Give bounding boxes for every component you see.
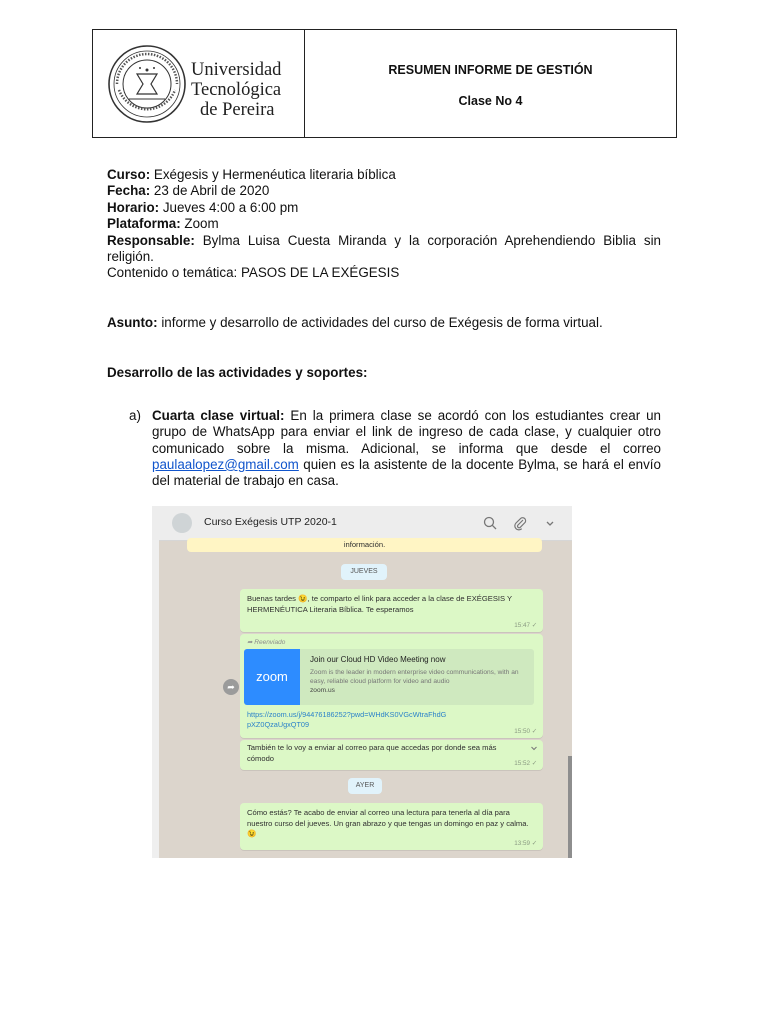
message-bubble-4	[240, 803, 543, 850]
email-link[interactable]: paulaalopez@gmail.com	[152, 456, 299, 472]
item-text-1: En la primera clase se acordó con los estudiantes crear un grupo de WhatsApp para enviar el link de ingreso de cada clase, y cualquier otro comunicado sobre la misma. Adicional, se informa que desde el correo	[152, 408, 661, 456]
course-label: Curso:	[107, 167, 151, 182]
message-bubble-1	[240, 589, 543, 632]
university-name-line-1: Universidad	[191, 60, 282, 80]
preview-title: Join our Cloud HD Video Meeting now	[310, 655, 446, 664]
paperclip-icon	[512, 515, 528, 531]
preview-domain: zoom.us	[310, 687, 335, 694]
list-item-a	[129, 408, 661, 489]
message-time-3: 15:52 ✓	[514, 760, 537, 767]
scrollbar	[568, 756, 572, 858]
subject-line	[107, 315, 667, 330]
university-seal-icon	[107, 44, 187, 124]
meeting-link[interactable]: https://zoom.us/j/94476186252?pwd=WHdKS0VGcWtraFhdGpXZ0QzaUgxQT09	[247, 710, 447, 729]
forwarded-text: Reenviado	[254, 639, 286, 646]
message-text-3: También te lo voy a enviar al correo para que accedas por donde sea más cómodo	[247, 743, 497, 763]
list-marker: a)	[129, 408, 141, 423]
document-header	[92, 29, 677, 138]
content-line: Contenido o temática: PASOS DE LA EXÉGESIS	[107, 265, 400, 281]
date-label: Fecha:	[107, 183, 151, 199]
message-menu-chevron-icon[interactable]	[530, 744, 538, 752]
schedule-line	[107, 200, 661, 216]
group-avatar	[172, 513, 192, 533]
forwarded-label: ➦ Reenviado	[247, 639, 286, 646]
info-bubble	[187, 538, 542, 552]
university-logo-cell	[93, 30, 305, 137]
responsible-value: Bylma Luisa Cuesta Miranda y la corporación Aprehendiendo Biblia sin religión.	[107, 232, 661, 265]
forward-icon[interactable]: ➦	[223, 679, 239, 695]
university-name	[191, 60, 281, 120]
subject-label: Asunto:	[107, 315, 158, 330]
zoom-logo: zoom	[244, 649, 300, 705]
date-divider-yesterday: AYER	[348, 778, 382, 794]
message-text-4: Cómo estás? Te acabo de enviar al correo una lectura para tenerla al día para nuestro curso del jueves. Un gran abrazo y que tengas un domingo en paz y calma. 😉	[247, 808, 529, 838]
responsible-label: Responsable:	[107, 232, 195, 248]
chat-header	[152, 506, 572, 541]
info-text: información.	[343, 540, 386, 549]
platform-line	[107, 216, 661, 232]
responsible-line	[107, 233, 661, 266]
subject-text: informe y desarrollo de actividades del curso de Exégesis de forma virtual.	[161, 315, 603, 330]
message-time-1: 15:47 ✓	[514, 622, 537, 629]
date-divider-thursday: JUEVES	[341, 564, 387, 580]
university-name-line-3: de Pereira	[200, 100, 275, 120]
document-subtitle: Clase No 4	[458, 94, 523, 108]
whatsapp-screenshot	[152, 506, 572, 858]
chat-left-edge	[152, 540, 159, 858]
course-value: Exégesis y Hermenéutica literaria bíblica	[153, 167, 396, 182]
chevron-down-icon	[542, 515, 558, 531]
item-text-2: quien es la asistente de la docente Bylma, se hará el envío del material de trabajo en casa.	[152, 456, 661, 489]
message-bubble-3	[240, 740, 543, 770]
link-preview-card[interactable]	[244, 649, 534, 705]
course-line	[107, 167, 661, 183]
schedule-value: Jueves 4:00 a 6:00 pm	[162, 199, 299, 215]
message-text-1: Buenas tardes 😉, te comparto el link para acceder a la clase de EXÉGESIS Y HERMENÉUTICA Literaria Bíblica. Te esperamos	[247, 594, 512, 614]
message-bubble-2	[240, 634, 543, 738]
search-icon	[482, 515, 498, 531]
message-time-2: 15:50 ✓	[514, 728, 537, 735]
item-label: Cuarta clase virtual:	[152, 408, 285, 423]
date-value: 23 de Abril de 2020	[153, 183, 270, 199]
course-info	[107, 167, 661, 282]
title-cell	[305, 30, 676, 137]
date-line	[107, 183, 661, 199]
activities-heading: Desarrollo de las actividades y soportes:	[107, 365, 368, 380]
platform-label: Plataforma:	[107, 216, 181, 232]
schedule-label: Horario:	[107, 199, 160, 215]
message-time-4: 13:59 ✓	[514, 840, 537, 847]
preview-description	[310, 668, 530, 695]
list-item-body	[152, 408, 661, 489]
chat-name: Curso Exégesis UTP 2020-1	[204, 516, 337, 528]
university-name-line-2: Tecnológica	[191, 80, 282, 100]
preview-description-text: Zoom is the leader in modern enterprise video communications, with an easy, reliable cloud platform for video and audio	[310, 669, 519, 685]
platform-value: Zoom	[184, 216, 219, 232]
document-title: RESUMEN INFORME DE GESTIÓN	[388, 63, 593, 77]
